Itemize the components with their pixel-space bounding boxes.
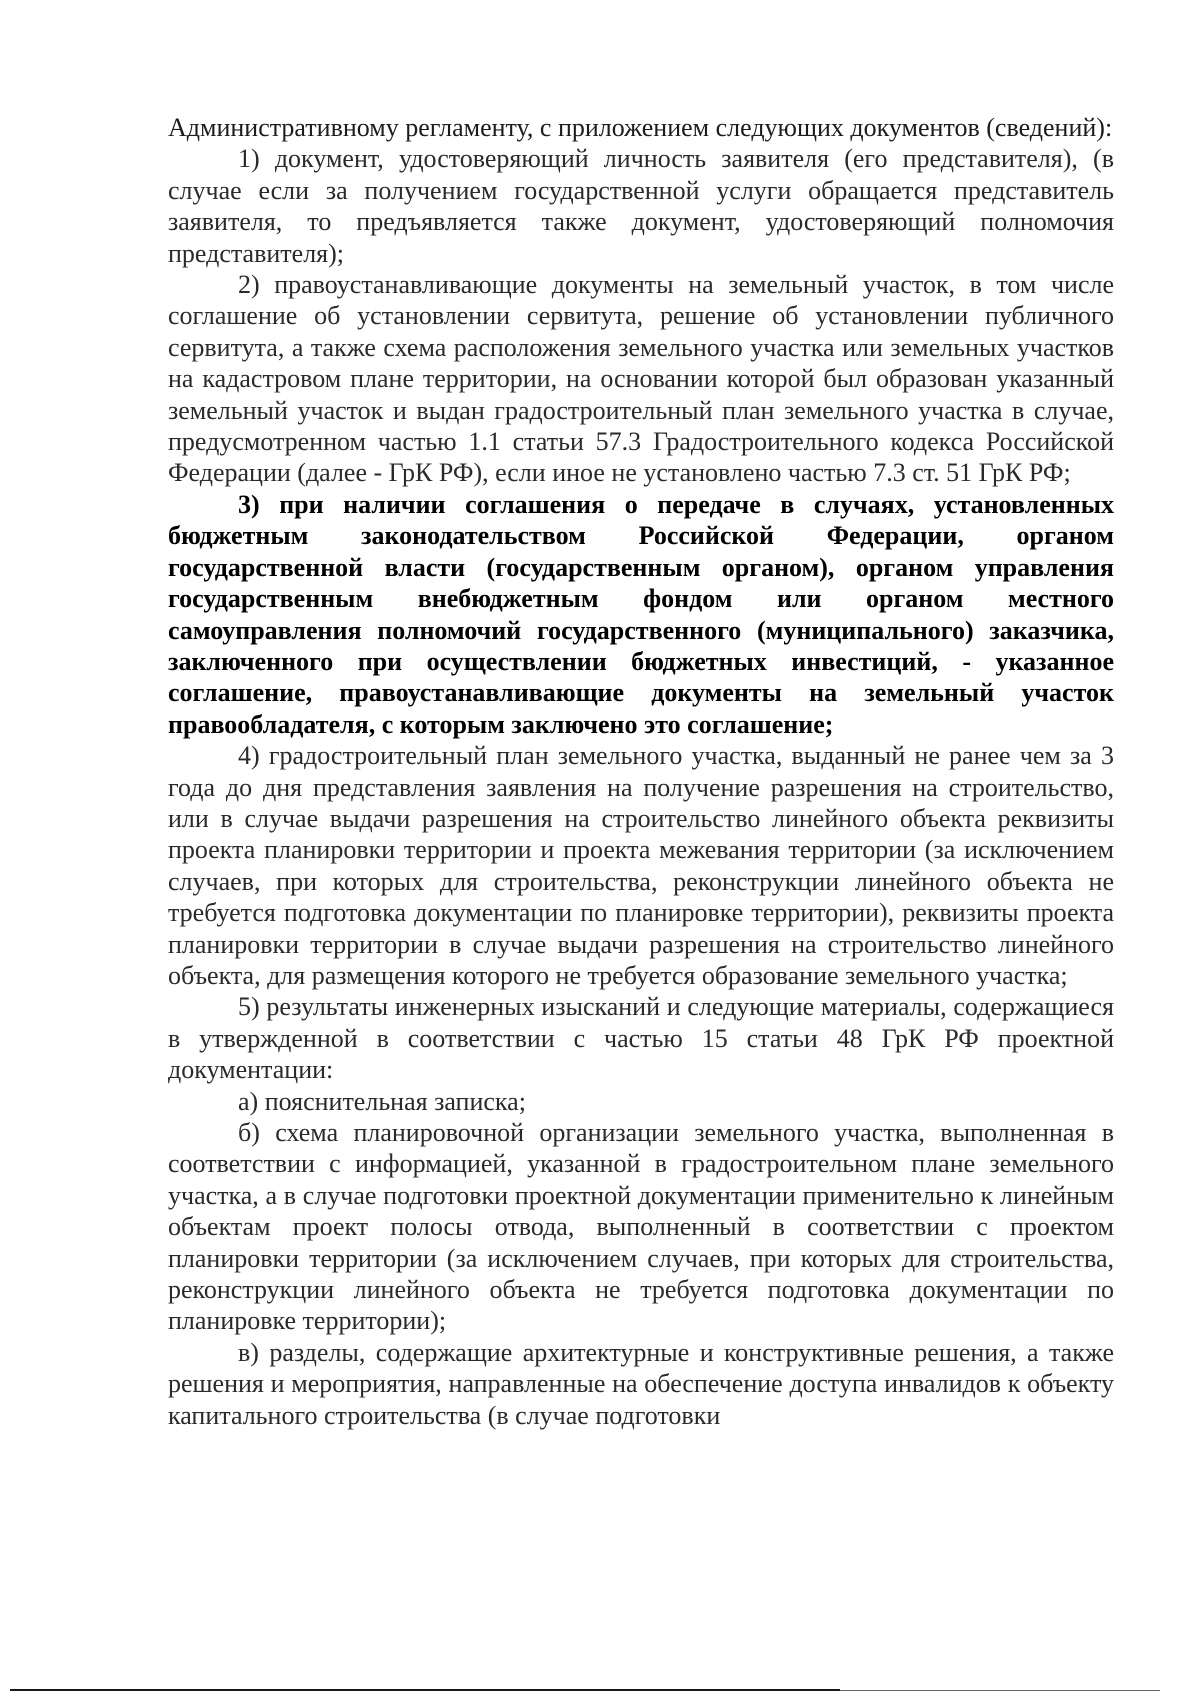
bottom-rule [10,1689,840,1691]
paragraph-subitem-v: в) разделы, содержащие архитектурные и конструктивные решения, а также решения и мероприятия, направленные на обеспечение доступа инвалидов к объекту капитального строительства (в случае подготовки [168,1337,1114,1430]
bottom-rule-extension [840,1690,1160,1691]
paragraph-item-3: 3) при наличии соглашения о передаче в случаях, установленных бюджетным законодательством Российской Федерации, органом государственной власти (государственным органом), органом управления государственным внебюджетным фондом или органом местного самоуправления полномочий государственного (муниципального) заказчика, заключенного при осуществлении бюджетных инвестиций, - указанное соглашение, правоустанавливающие документы на земельный участок правообладателя, с которым заключено это соглашение; [168,489,1114,739]
paragraph-item-2: 2) правоустанавливающие документы на земельный участок, в том числе соглашение об установлении сервитута, решение об установлении публичного сервитута, а также схема расположения земельного участка или земельных участков на кадастровом плане территории, на основании которой был образован указанный земельный участок и выдан градостроительный план земельного участка в случае, предусмотренном частью 1.1 статьи 57.3 Градостроительного кодекса Российской Федерации (далее - ГрК РФ), если иное не установлено частью 7.3 ст. 51 ГрК РФ; [168,270,1114,488]
paragraph-subitem-b: б) схема планировочной организации земельного участка, выполненная в соответствии с информацией, указанной в градостроительном плане земельного участка, а в случае подготовки проектной документации применительно к линейным объектам проект полосы отвода, выполненный в соответствии с проектом планировки территории (за исключением случаев, при которых для строительства, реконструкции линейного объекта не требуется подготовка документации по планировке территории); [168,1118,1114,1336]
paragraph-item-4: 4) градостроительный план земельного участка, выданный не ранее чем за 3 года до дня представления заявления на получение разрешения на строительство, или в случае выдачи разрешения на строительство линейного объекта реквизиты проекта планировки территории и проекта межевания территории (за исключением случаев, при которых для строительства, реконструкции линейного объекта не требуется подготовка документации по планировке территории), реквизиты проекта планировки территории в случае выдачи разрешения на строительство линейного объекта, для размещения которого не требуется образование земельного участка; [168,741,1114,990]
paragraph-item-5: 5) результаты инженерных изысканий и следующие материалы, содержащиеся в утвержденной в соответствии с частью 15 статьи 48 ГрК РФ проектной документации: [168,992,1114,1085]
paragraph-subitem-a: а) пояснительная записка; [238,1086,526,1116]
paragraph-item-1: 1) документ, удостоверяющий личность заявителя (его представителя), (в случае если за получением государственной услуги обращается представитель заявителя, то предъявляется также документ, удостоверяющий полномочия представителя); [168,144,1114,268]
paragraph-intro: Административному регламенту, с приложением следующих документов (сведений): [168,113,1113,142]
document-body [168,112,1114,1431]
